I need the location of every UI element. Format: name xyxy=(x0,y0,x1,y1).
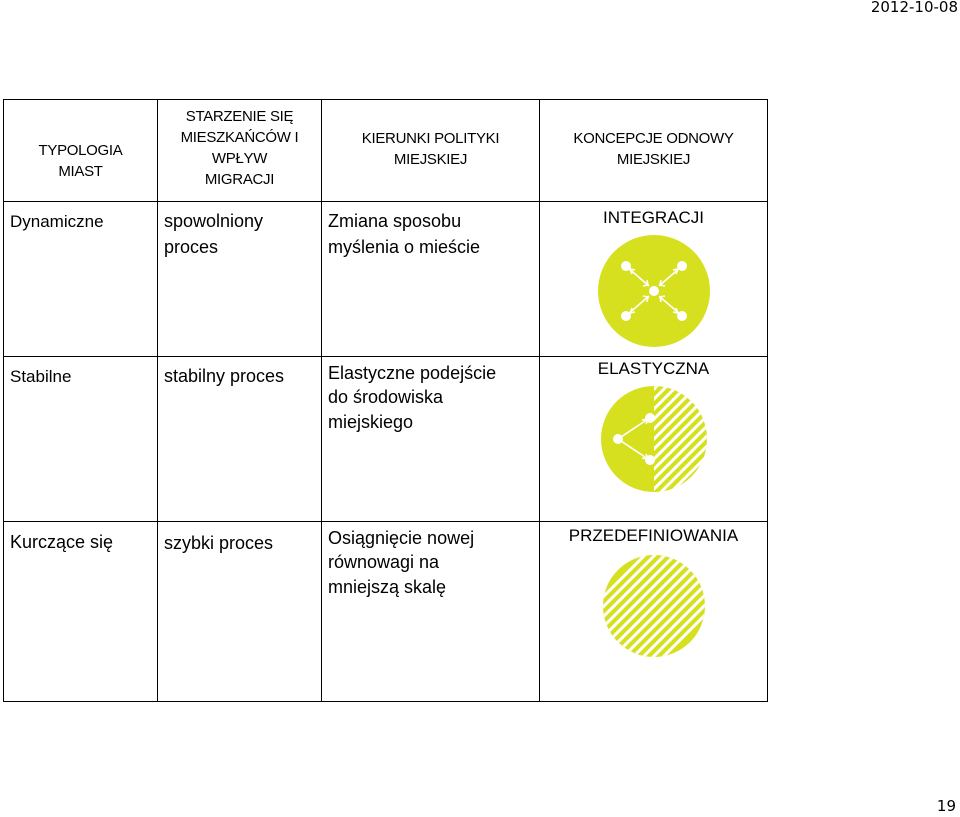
cell-text: równowagi na xyxy=(328,552,440,573)
header-cell-typology xyxy=(4,100,158,202)
header-text: MIEJSKIEJ xyxy=(616,151,691,168)
cell-policy xyxy=(322,522,540,702)
cell-typology xyxy=(4,522,158,702)
cell-text: Elastyczne podejście xyxy=(328,363,497,383)
header-cell-aging xyxy=(158,100,322,202)
cell-process xyxy=(158,357,322,522)
cell-policy xyxy=(322,357,540,522)
cell-text: myślenia o mieście xyxy=(328,237,481,258)
integration-circle-icon xyxy=(597,234,711,348)
date-stamp: 2012-10-08 xyxy=(870,0,958,16)
concept-label: ELASTYCZNA xyxy=(597,359,710,378)
cell-text: mniejszą skalę xyxy=(328,576,447,597)
cell-policy xyxy=(322,202,540,357)
header-text: MIEJSKIEJ xyxy=(393,151,468,168)
row-label: Stabilne xyxy=(10,367,72,386)
cell-text: Osiągnięcie nowej xyxy=(328,528,475,548)
cell-process xyxy=(158,202,322,357)
header-text: MIAST xyxy=(58,163,103,180)
header-row xyxy=(4,100,768,202)
concept-label: PRZEDEFINIOWANIA xyxy=(568,526,739,545)
header-text: KONCEPCJE ODNOWY xyxy=(573,130,734,147)
table-row xyxy=(4,357,768,522)
cell-concept xyxy=(540,357,768,522)
urban-typology-table xyxy=(3,99,768,702)
redefinition-circle-icon xyxy=(602,554,706,658)
cell-concept xyxy=(540,522,768,702)
cell-text: proces xyxy=(164,237,219,258)
cell-text: szybki proces xyxy=(164,533,274,553)
cell-concept xyxy=(540,202,768,357)
header-text: MIGRACJI xyxy=(204,171,275,188)
row-label: Dynamiczne xyxy=(10,212,104,231)
cell-typology xyxy=(4,357,158,522)
cell-text: spowolniony xyxy=(164,211,264,231)
cell-text: Zmiana sposobu xyxy=(328,211,462,231)
concept-label: INTEGRACJI xyxy=(602,208,705,227)
cell-process xyxy=(158,522,322,702)
cell-typology xyxy=(4,202,158,357)
header-text: MIESZKAŃCÓW I xyxy=(180,129,299,146)
cell-text: miejskiego xyxy=(328,411,414,432)
table-row xyxy=(4,522,768,702)
cell-text: do środowiska xyxy=(328,387,444,408)
header-text: KIERUNKI POLITYKI xyxy=(361,130,500,147)
table-row xyxy=(4,202,768,357)
cell-text: stabilny proces xyxy=(164,366,285,386)
header-text: STARZENIE SIĘ xyxy=(185,108,294,125)
header-text: TYPOLOGIA xyxy=(38,142,123,159)
page-number: 19 xyxy=(936,797,956,815)
row-label: Kurczące się xyxy=(10,532,114,552)
header-cell-renewal xyxy=(540,100,768,202)
header-text: WPŁYW xyxy=(211,150,268,167)
flexible-circle-icon xyxy=(600,385,708,493)
header-cell-policy xyxy=(322,100,540,202)
